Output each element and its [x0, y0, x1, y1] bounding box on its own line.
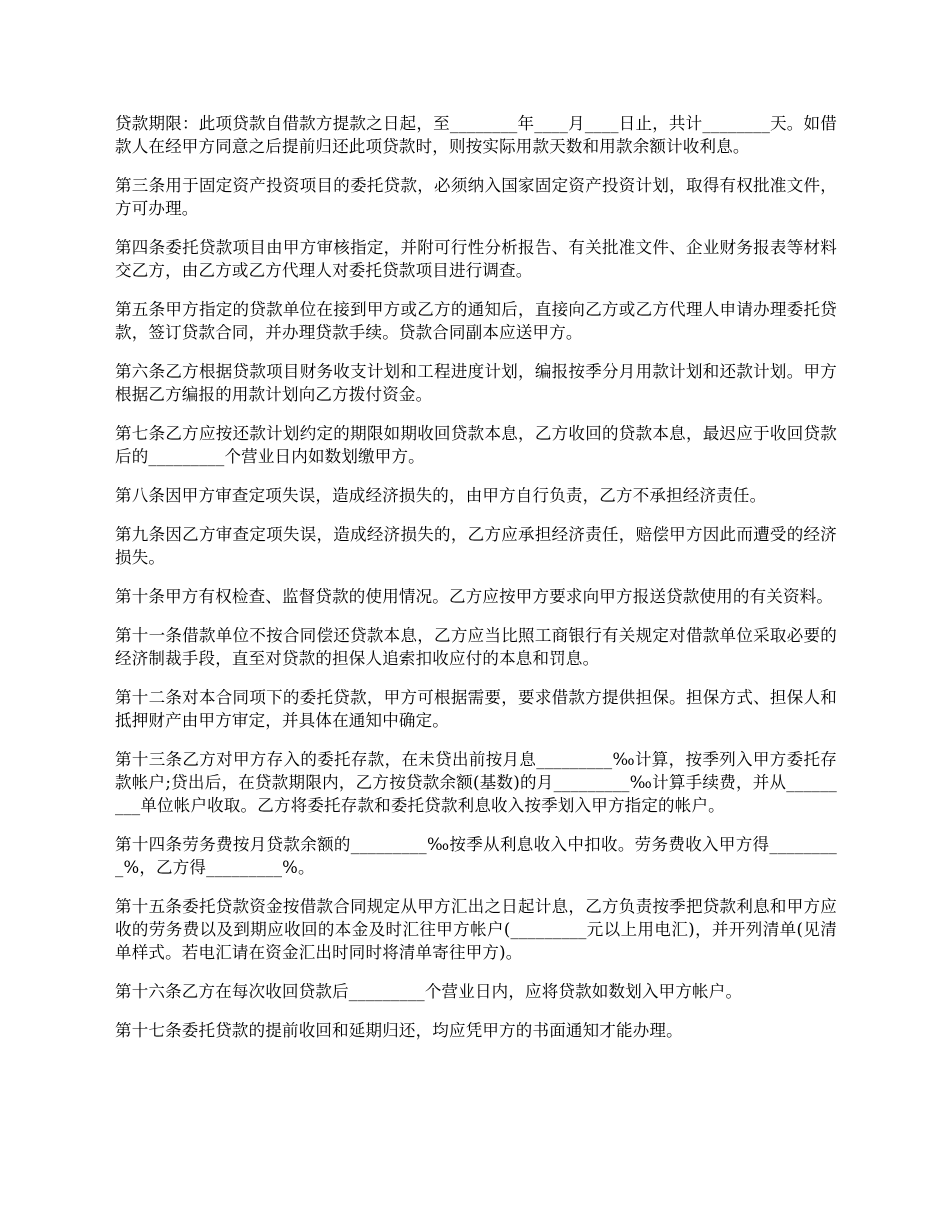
paragraph-article-8: 第八条因甲方审查定项失误，造成经济损失的，由甲方自行负责，乙方不承担经济责任。 [115, 486, 767, 505]
paragraph-article-6: 第六条乙方根据贷款项目财务收支计划和工程进度计划，编报按季分月用款计划和还款计划。甲方根据乙方编报的用款计划向乙方拨付资金。 [115, 362, 837, 404]
paragraph-loan-term: 贷款期限：此项贷款自借款方提款之日起，至________年____月____日止，共计________天。如借款人在经甲方同意之后提前归还此项贷款时，则按实际用款天数和用款余额计收利息。 [115, 114, 837, 156]
paragraph-article-7: 第七条乙方应按还款计划约定的期限如期收回贷款本息，乙方收回的贷款本息，最迟应于收回贷款后的_________个营业日内如数划缴甲方。 [115, 424, 837, 466]
paragraph-article-17: 第十七条委托贷款的提前收回和延期归还，均应凭甲方的书面通知才能办理。 [115, 1021, 683, 1040]
paragraph-article-14: 第十四条劳务费按月贷款余额的_________‰按季从利息收入中扣收。劳务费收入甲方得_________%，乙方得_________%。 [115, 835, 837, 877]
paragraph-article-15: 第十五条委托贷款资金按借款合同规定从甲方汇出之日起计息，乙方负责按季把贷款利息和甲方应收的劳务费以及到期应收回的本金及时汇往甲方帐户(_________元以上用电汇)，并开列清单(见清单样式。若电汇请在资金汇出时同时将清单寄往甲方)。 [115, 897, 837, 962]
paragraph-article-3: 第三条用于固定资产投资项目的委托贷款，必须纳入国家固定资产投资计划，取得有权批准文件，方可办理。 [115, 176, 837, 218]
paragraph-article-16: 第十六条乙方在每次收回贷款后_________个营业日内，应将贷款如数划入甲方帐户。 [115, 982, 743, 1001]
document-body [115, 112, 837, 1058]
paragraph-article-9: 第九条因乙方审查定项失误，造成经济损失的，乙方应承担经济责任，赔偿甲方因此而遭受的经济损失。 [115, 525, 837, 567]
paragraph-article-5: 第五条甲方指定的贷款单位在接到甲方或乙方的通知后，直接向乙方或乙方代理人申请办理委托贷款，签订贷款合同，并办理贷款手续。贷款合同副本应送甲方。 [115, 300, 837, 342]
paragraph-article-11: 第十一条借款单位不按合同偿还贷款本息，乙方应当比照工商银行有关规定对借款单位采取必要的经济制裁手段，直至对贷款的担保人追索扣收应付的本息和罚息。 [115, 626, 837, 668]
paragraph-article-13: 第十三条乙方对甲方存入的委托存款，在未贷出前按月息_________‰计算，按季列入甲方委托存款帐户;贷出后，在贷款期限内，乙方按贷款余额(基数)的月_________‰计算手续费，并从_________单位帐户收取。乙方将委托存款和委托贷款利息收入按季划入甲方指定的帐户。 [115, 750, 837, 815]
paragraph-article-4: 第四条委托贷款项目由甲方审核指定，并附可行性分析报告、有关批准文件、企业财务报表等材料交乙方，由乙方或乙方代理人对委托贷款项目进行调查。 [115, 238, 837, 280]
paragraph-article-10: 第十条甲方有权检查、监督贷款的使用情况。乙方应按甲方要求向甲方报送贷款使用的有关资料。 [115, 587, 834, 606]
paragraph-article-12: 第十二条对本合同项下的委托贷款，甲方可根据需要，要求借款方提供担保。担保方式、担保人和抵押财产由甲方审定，并具体在通知中确定。 [115, 688, 837, 730]
